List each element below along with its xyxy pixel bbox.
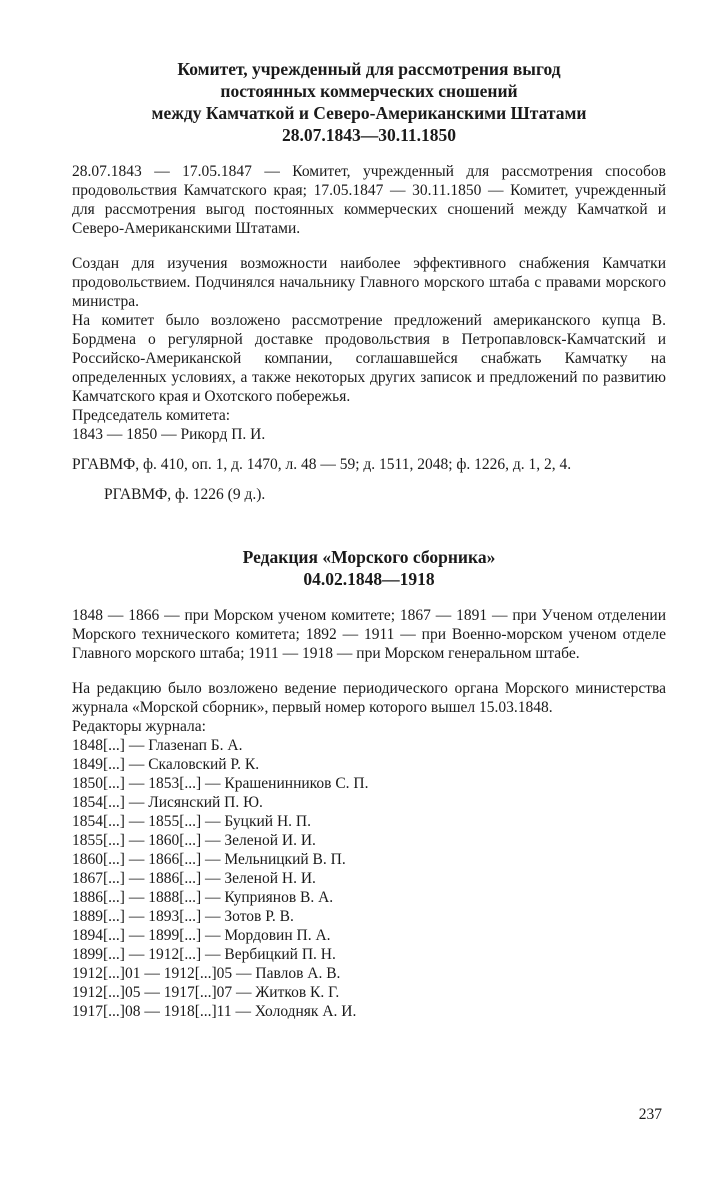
section2-history: 1848 — 1866 — при Морском ученом комитете; 1867 — 1891 — при Ученом отделении Морского технического комитета; 1892 — 1911 — при Военно-морском ученом отделе Главного морского штаба; 1911 — 1918 — при Морском генеральном штабе. [72,607,666,662]
section1-title-line: 28.07.1843—30.11.1850 [281,125,457,145]
section1-archive-summary: РГАВМФ, ф. 1226 (9 д.). [104,486,266,503]
editor-entry: 1848[...] — Глазенап Б. А. [72,737,243,754]
section1-history: 28.07.1843 — 17.05.1847 — Комитет, учрежденный для рассмотрения способов продовольствия Камчатского края; 17.05.1847 — 30.11.1850 — Комитет, учрежденный для рассмотрения выгод постоянных коммерческих сношений между Камчаткой и Северо-Американскими Штатами. [72,163,666,237]
section1-title-line: между Камчаткой и Северо-Американскими Штатами [151,103,587,123]
editor-entry: 1889[...] — 1893[...] — Зотов Р. В. [72,908,294,925]
editor-entry: 1854[...] — Лисянский П. Ю. [72,794,263,811]
section2-title [72,546,666,590]
editor-entry: 1899[...] — 1912[...] — Вербицкий П. Н. [72,946,336,963]
editor-entry: 1850[...] — 1853[...] — Крашенинников С. П. [72,775,369,792]
editor-entry: 1854[...] — 1855[...] — Буцкий Н. П. [72,813,311,830]
section1-title [72,58,666,146]
section1-para2: На комитет было возложено рассмотрение предложений американского купца В. Бордмена о регулярной доставке продовольствия в Петропавловск-Камчатский и Российско-Американской компании, соглашавшейся снабжать Камчатку на определенных условиях, а также некоторых других записок и предложений по развитию Камчатского края и Охотского побережья. [72,312,666,405]
editor-entry: 1912[...]05 — 1917[...]07 — Житков К. Г. [72,984,340,1001]
page-content [72,58,666,1021]
editor-entry: 1855[...] — 1860[...] — Зеленой И. И. [72,832,316,849]
section2-editors-label: Редакторы журнала: [72,718,206,735]
section2-para1: На редакцию было возложено ведение периодического органа Морского министерства журнала «Морской сборник», первый номер которого вышел 15.03.1848. [72,680,666,716]
editor-entry: 1860[...] — 1866[...] — Мельницкий В. П. [72,851,346,868]
editor-entry: 1886[...] — 1888[...] — Куприянов В. А. [72,889,334,906]
page-number: 237 [638,1106,662,1123]
editor-entry: 1912[...]01 — 1912[...]05 — Павлов А. В. [72,965,341,982]
section2-title-line: Редакция «Морского сборника» [242,547,496,567]
section1-chair-label: Председатель комитета: [72,407,231,424]
section2-title-line: 04.02.1848—1918 [303,569,435,589]
section1-title-line: постоянных коммерческих сношений [220,81,518,101]
section1-chair: 1843 — 1850 — Рикорд П. И. [72,426,266,443]
section1-para1: Создан для изучения возможности наиболее эффективного снабжения Камчатки продовольствием. Подчинялся начальнику Главного морского штаба с правами морского министра. [72,255,666,310]
editors-list [72,736,666,1021]
editor-entry: 1917[...]08 — 1918[...]11 — Холодняк А. И. [72,1003,357,1020]
editor-entry: 1894[...] — 1899[...] — Мордовин П. А. [72,927,331,944]
editor-entry: 1849[...] — Скаловский Р. К. [72,756,260,773]
section1-archive: РГАВМФ, ф. 410, оп. 1, д. 1470, л. 48 — 59; д. 1511, 2048; ф. 1226, д. 1, 2, 4. [72,456,572,473]
editor-entry: 1867[...] — 1886[...] — Зеленой Н. И. [72,870,316,887]
section1-title-line: Комитет, учрежденный для рассмотрения выгод [177,59,561,79]
